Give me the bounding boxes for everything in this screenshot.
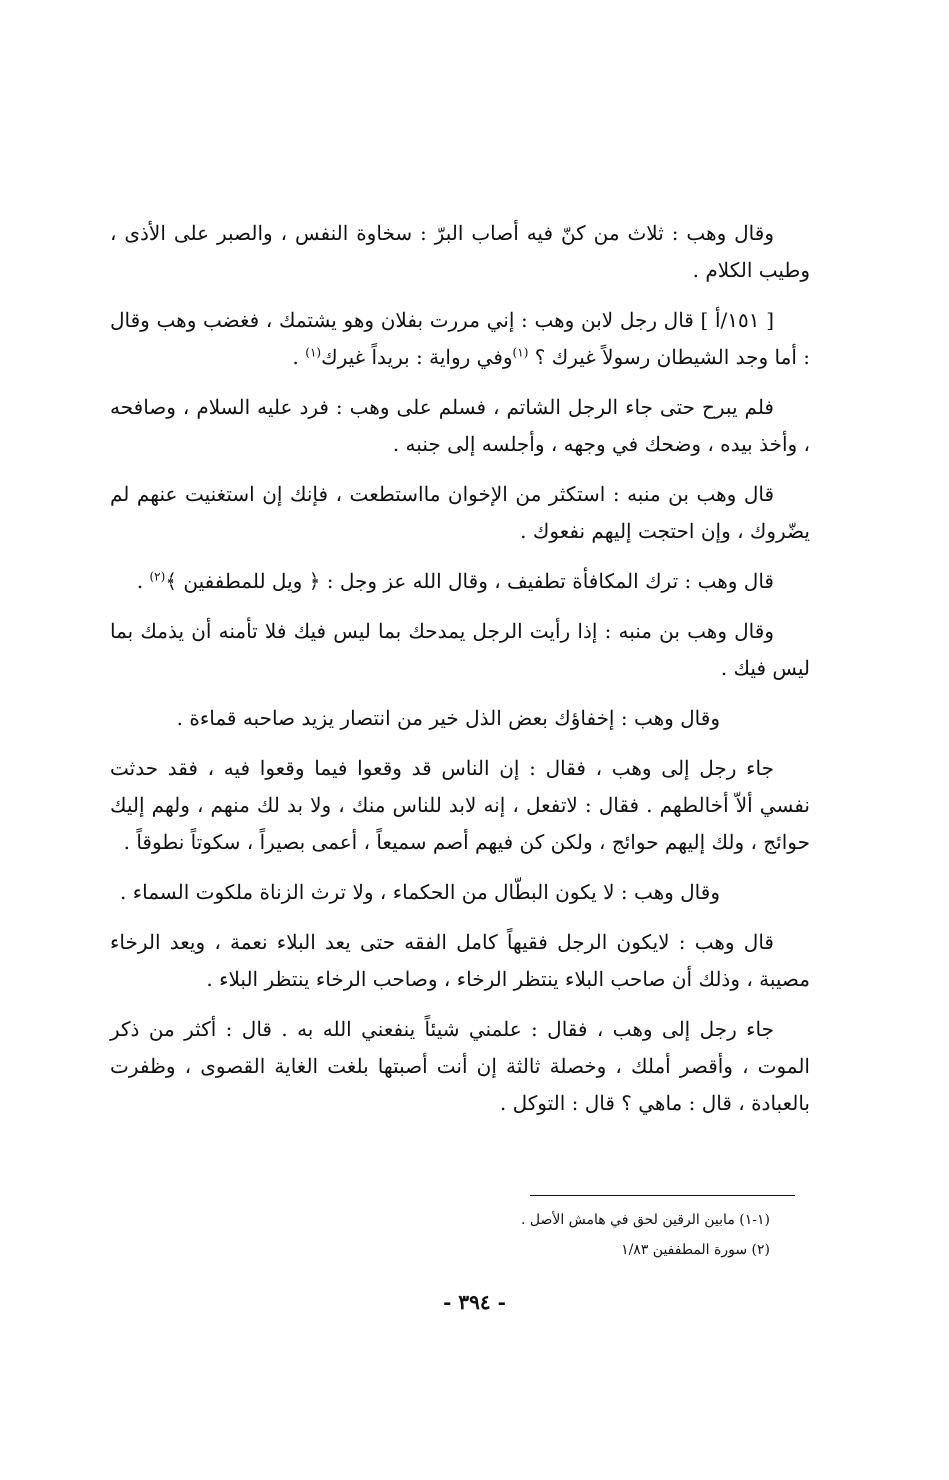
footnote-mark: (١) (512, 345, 529, 360)
paragraph-text: . (292, 345, 306, 369)
paragraph-text: وقال وهب : إخفاؤك بعض الذل خير من انتصار يزيد صاحبه قماءة . (176, 706, 720, 730)
footnote-mark: (٢) (149, 569, 166, 584)
paragraph-text: قال وهب : لايكون الرجل فقيهاً كامل الفقه حتى يعد البلاء نعمة ، ويعد الرخاء مصيبة ، وذلك أن صاحب البلاء ينتظر الرخاء ، وصاحب الرخاء ينتظر البلاء . (110, 930, 810, 991)
paragraph (110, 924, 810, 998)
footnote: (١-١) مابين الرقين لحق في هامش الأصل . (520, 1212, 770, 1228)
paragraph-text: وفي رواية : بريداً غيرك (321, 345, 513, 369)
paragraph (110, 700, 810, 737)
paragraph (110, 1011, 810, 1122)
paragraph-text: فلم يبرح حتى جاء الرجل الشاتم ، فسلم على وهب : فرد عليه السلام ، وصافحه ، وأخذ بيده ، وضحك في وجهه ، وأجلسه إلى جنبه . (110, 395, 810, 456)
paragraph (110, 613, 810, 687)
paragraph (110, 750, 810, 861)
paragraph (110, 563, 810, 600)
paragraph (110, 874, 810, 911)
page-number: - ٣٩٤ - (443, 1290, 506, 1314)
main-text (110, 215, 810, 1135)
footnote-mark: (١) (305, 345, 322, 360)
paragraph-text: وقال وهب : ثلاث من كنّ فيه أصاب البرّ : سخاوة النفس ، والصبر على الأذى ، وطيب الكلام . (110, 221, 810, 282)
paragraph (110, 215, 810, 289)
paragraph-text: وقال وهب بن منبه : إذا رأيت الرجل يمدحك بما ليس فيك فلا تأمنه أن يذمك بما ليس فيك . (110, 619, 810, 680)
paragraph-text: وقال وهب : لا يكون البطّال من الحكماء ، ولا ترث الزناة ملكوت السماء . (119, 880, 720, 904)
paragraph-text: جاء رجل إلى وهب ، فقال : إن الناس قد وقعوا فيما وقعوا فيه ، فقد حدثت نفسي ألاّ أخالطهم . فقال : لاتفعل ، إنه لابد للناس منك ، ولا بد لك منهم ، ولهم إليك حوائج ، ولك إليهم حوائج ، ولكن كن فيهم أصم سميعاً ، أعمى بصيراً ، سكوتاً نطوقاً . (110, 756, 810, 854)
footnote: (٢) سورة المطففين ١/٨٣ (621, 1242, 770, 1258)
paragraph (110, 476, 810, 550)
footnote-divider (530, 1195, 795, 1196)
paragraph-text: . (136, 569, 150, 593)
paragraph-text: قال وهب : ترك المكافأة تطفيف ، وقال الله عز وجل : ﴿ ويل للمطففين ﴾ (165, 569, 774, 593)
paragraph (110, 302, 810, 376)
paragraph-text: قال وهب بن منبه : استكثر من الإخوان مااستطعت ، فإنك إن استغنيت عنهم لم يضّروك ، وإن احتجت إليهم نفعوك . (110, 482, 810, 543)
paragraph (110, 389, 810, 463)
paragraph-text: جاء رجل إلى وهب ، فقال : علمني شيئاً ينفعني الله به . قال : أكثر من ذكر الموت ، وأقصر أملك ، وخصلة ثالثة إن أنت أصبتها بلغت الغاية القصوى ، وظفرت بالعبادة ، قال : ماهي ؟ قال : التوكل . (110, 1017, 810, 1115)
footnotes (430, 1205, 770, 1265)
paragraph-text: [ ١٥١/أ ] قال رجل لابن وهب : إني مررت بفلان وهو يشتمك ، فغضب وهب وقال : أما وجد الشيطان رسولاً غيرك ؟ (110, 308, 810, 369)
